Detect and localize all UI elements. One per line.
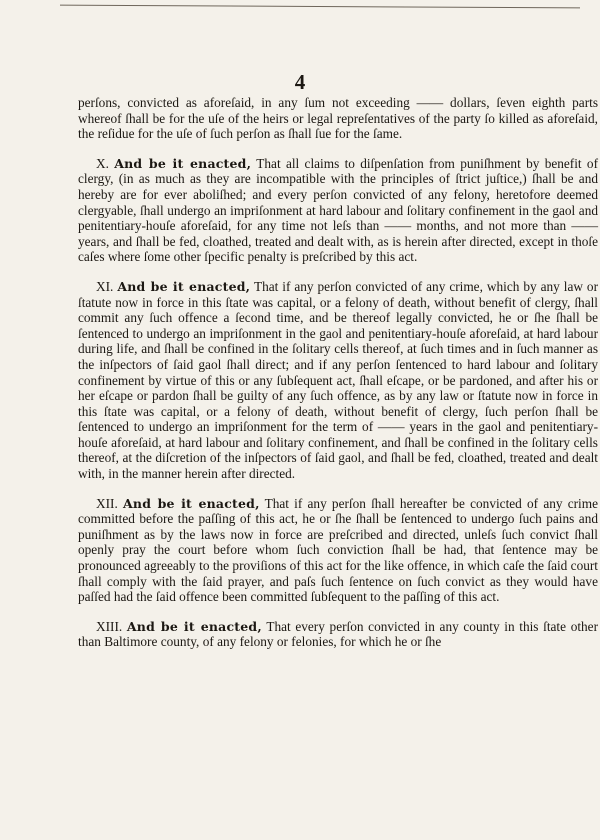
paragraph-continuation [78,95,598,142]
top-rule [60,5,580,9]
section-number: XII. [96,495,118,511]
section-number: X. [96,155,109,171]
enacting-clause: And be it enacted, [117,278,251,294]
section-xii [78,496,598,605]
paragraph-text: That if any perſon convicted of any crime, which by any law or ſtatute now in force in this ſtate was capital, or a felony of death, without benefit of clergy, ſhall commit any ſuch offence a ſecond time, and be thereof legally convicted, he or ſhe ſhall be ſentenced to undergo an impriſonment in the gaol and penitentiary-houſe aforeſaid, at hard labour during life, and ſhall be confined in the ſolitary cells thereof, at ſuch times and in ſuch manner as the inſpectors of ſaid gaol ſhall direct; and if any perſon ſentenced to hard labour and ſolitary confinement by virtue of this or any ſubſequent act, ſhall eſcape, or be pardoned, and after his or her eſcape or pardon ſhall be guilty of any ſuch offence, as by any law or ſtatute now in force in this ſtate was capital, or a felony of death, without benefit of clergy, ſuch perſon ſhall be ſentenced to undergo an impriſonment for the term of —— years in the gaol and penitentiary-houſe aforeſaid, at hard labour and ſolitary confinement, and ſhall be confined in the ſolitary cells thereof, at the diſcretion of the inſpectors of ſaid gaol, and ſhall be fed, cloathed, treated and dealt with, in the manner herein after directed. [78,278,598,482]
section-xi [78,279,598,482]
paragraph-text: That if any perſon ſhall hereafter be convicted of any crime committed before the paſſing of this act, he or ſhe ſhall be ſentenced to undergo ſuch pains and puniſhment as by the laws now in force are preſcribed and directed, unleſs ſuch convict ſhall openly pray the court before whom ſuch conviction ſhall be had, that ſentence may be pronounced agreeably to the proviſions of this act for the like offence, in which caſe the ſaid court ſhall comply with the ſaid prayer, and paſs ſuch ſentence on ſuch convict as they would have paſſed had the ſaid offence been committed ſubſequent to the paſſing of this act. [78,495,598,605]
section-x [78,156,598,265]
document-body [78,95,598,650]
enacting-clause: And be it enacted, [126,618,262,634]
paragraph-text: That every perſon convicted in any county in this ſtate other than Baltimore county, of any felony or felonies, for which he or ſhe [78,618,599,650]
page-number: 4 [294,70,306,94]
section-xiii [78,619,598,650]
section-number: XIII. [96,618,123,634]
enacting-clause: And be it enacted, [123,495,260,511]
paragraph-text: That all claims to diſpenſation from puniſhment by benefit of clergy, (in as much as they are incompatible with the principles of ſtrict juſtice,) ſhall be and hereby are for ever aboliſhed; and every perſon convicted of any felony, heretofore deemed clergyable, ſhall undergo an impriſonment at hard labour and ſolitary confinement in the gaol and penitentiary-houſe aforeſaid, for any time not leſs than —— months, and not more than —— years, and ſhall be fed, cloathed, treated and dealt with, as is herein after directed, except in thoſe caſes where ſome other ſpecific penalty is preſcribed by this act. [78,155,598,265]
section-number: XI. [96,278,114,294]
paragraph-text: perſons, convicted as aforeſaid, in any ſum not exceeding —— dollars, ſeven eighth parts whereof ſhall be for the uſe of the heirs or legal repreſentatives of the party ſo killed as aforeſaid, the reſidue for the uſe of ſuch perſon as ſhall ſue for the ſame. [78,95,598,142]
enacting-clause: And be it enacted, [114,155,252,171]
